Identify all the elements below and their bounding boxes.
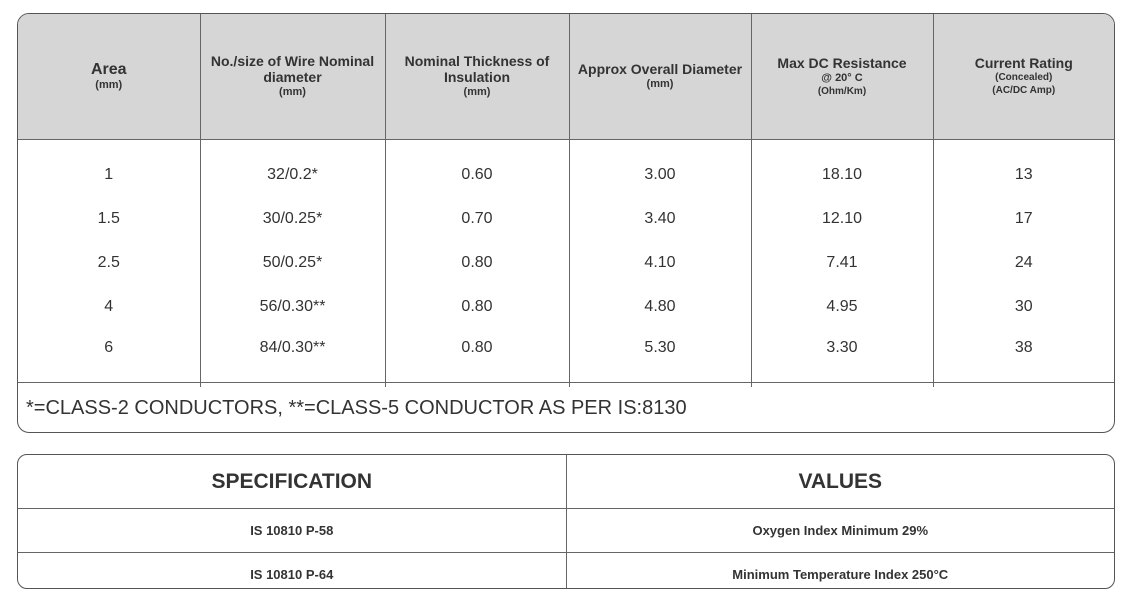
header-title: Area bbox=[90, 60, 127, 78]
cell-insulation: 0.80 bbox=[385, 329, 569, 387]
table-row bbox=[18, 197, 1114, 241]
header-title: Nominal Thickness of Insulation bbox=[404, 53, 550, 86]
cell-diameter: 5.30 bbox=[569, 329, 751, 387]
header-title: No./size of Wire Nominal diameter bbox=[210, 53, 375, 86]
header-unit: (mm) bbox=[279, 86, 306, 99]
col-header-dc-resistance bbox=[751, 14, 933, 139]
cell-diameter: 4.80 bbox=[569, 285, 751, 329]
cell-area: 1.5 bbox=[97, 210, 120, 227]
cell-resistance: 4.95 bbox=[751, 285, 933, 329]
cell-current: 13 bbox=[933, 139, 1114, 197]
table-row bbox=[18, 241, 1114, 285]
cell-area: 1 bbox=[104, 166, 114, 184]
col-header-current-rating bbox=[933, 14, 1114, 139]
cell-resistance: 12.10 bbox=[751, 197, 933, 241]
cell-wire-size: 50/0.25* bbox=[200, 241, 385, 285]
cell-specification: IS 10810 P-58 bbox=[18, 509, 566, 553]
header-unit: (Ohm/Km) bbox=[817, 85, 867, 97]
header-title: Current Rating bbox=[974, 55, 1073, 72]
col-header-values: VALUES bbox=[566, 455, 1114, 509]
cell-diameter: 4.10 bbox=[569, 241, 751, 285]
cell-insulation: 0.60 bbox=[385, 139, 569, 197]
table-row bbox=[18, 509, 1114, 553]
cell-wire-size: 84/0.30** bbox=[200, 329, 385, 387]
cell-wire-size: 32/0.2* bbox=[200, 139, 385, 197]
cell-current: 17 bbox=[933, 197, 1114, 241]
cell-wire-size: 30/0.25* bbox=[200, 197, 385, 241]
cell-current: 38 bbox=[933, 329, 1114, 387]
header-row bbox=[18, 455, 1114, 509]
table-row bbox=[18, 553, 1114, 590]
header-unit: (AC/DC Amp) bbox=[992, 85, 1056, 97]
cell-specification: IS 10810 P-64 bbox=[250, 567, 334, 582]
cell-area: 4 bbox=[104, 298, 114, 315]
header-unit: (mm) bbox=[95, 78, 123, 91]
col-header-wire-size bbox=[200, 14, 385, 139]
cell-value: Minimum Temperature Index 250°C bbox=[566, 553, 1114, 590]
cell-insulation: 0.80 bbox=[385, 285, 569, 329]
cell-insulation: 0.70 bbox=[385, 197, 569, 241]
wire-specification-table bbox=[17, 13, 1115, 433]
header-unit: @ 20° C bbox=[821, 71, 863, 84]
col-header-overall-diameter bbox=[569, 14, 751, 139]
cell-resistance: 18.10 bbox=[751, 139, 933, 197]
header-unit: (Concealed) bbox=[995, 72, 1053, 84]
cell-current: 24 bbox=[933, 241, 1114, 285]
cell-diameter: 3.00 bbox=[569, 139, 751, 197]
cell-value: Oxygen Index Minimum 29% bbox=[566, 509, 1114, 553]
cell-area: 2.5 bbox=[97, 254, 120, 271]
table-row bbox=[18, 285, 1114, 329]
header-unit: (mm) bbox=[646, 78, 674, 91]
table-row bbox=[18, 329, 1114, 387]
header-title: Max DC Resistance bbox=[777, 54, 907, 71]
header-title: Approx Overall Diameter bbox=[577, 61, 743, 78]
standards-table bbox=[17, 454, 1115, 589]
col-header-insulation-thickness bbox=[385, 14, 569, 139]
cell-insulation: 0.80 bbox=[385, 241, 569, 285]
col-header-specification: SPECIFICATION bbox=[18, 455, 566, 509]
header-unit: (mm) bbox=[463, 86, 491, 99]
cell-resistance: 7.41 bbox=[751, 241, 933, 285]
table-row bbox=[18, 139, 1114, 197]
cell-wire-size: 56/0.30** bbox=[200, 285, 385, 329]
cell-resistance: 3.30 bbox=[751, 329, 933, 387]
cell-area: 6 bbox=[104, 339, 114, 356]
header-row bbox=[18, 14, 1114, 139]
cell-diameter: 3.40 bbox=[569, 197, 751, 241]
conductor-class-note: *=CLASS-2 CONDUCTORS, **=CLASS-5 CONDUCTOR AS PER IS:8130 bbox=[18, 382, 1114, 432]
col-header-area bbox=[18, 14, 200, 139]
cell-current: 30 bbox=[933, 285, 1114, 329]
